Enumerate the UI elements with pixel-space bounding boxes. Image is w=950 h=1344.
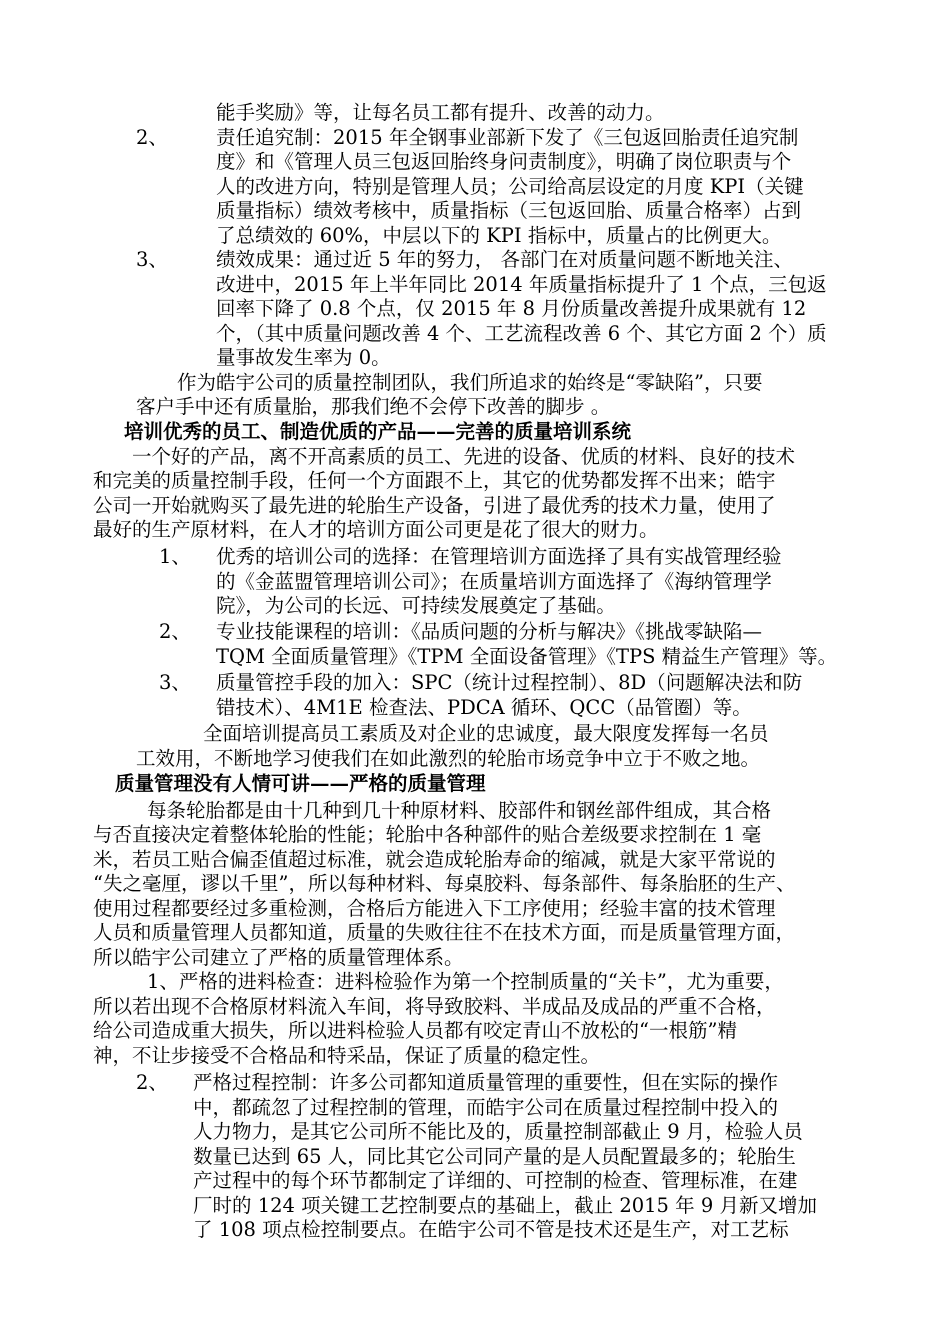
text-line: 个，（其中质量问题改善 4 个、工艺流程改善 6 个、其它方面 2 个）质 — [216, 322, 827, 345]
text-line: 了 108 项点检控制要点。在皓宇公司不管是技术还是生产，对工艺标 — [193, 1218, 789, 1241]
text-line: 1、严格的进料检查：进料检验作为第一个控制质量的“关卡”，尤为重要， — [147, 970, 784, 993]
text-line: 每条轮胎都是由十几种到几十种原材料、胶部件和钢丝部件组成，其合格 — [147, 799, 772, 822]
text-line: 客户手中还有质量胎，那我们绝不会停下改善的脚步 。 — [136, 395, 611, 418]
text-line: 数量已达到 65 人，同比其它公司同产量的是人员配置最多的；轮胎生 — [193, 1145, 796, 1168]
text-line: 产过程中的每个环节都制定了详细的、可控制的检查、管理标准，在建 — [193, 1169, 798, 1192]
text-line: 全面培训提高员工素质及对企业的忠诚度，最大限度发挥每一名员 — [203, 722, 769, 745]
text-line: 中，都疏忽了过程控制的管理，而皓宇公司在质量过程控制中投入的 — [193, 1096, 779, 1119]
text-line: 给公司造成重大损失，所以进料检验人员都有咬定青山不放松的“一根筋”精 — [93, 1019, 737, 1042]
text-line: 公司一开始就购买了最先进的轮胎生产设备，引进了最优秀的技术力量，使用了 — [93, 494, 776, 517]
list-number: 2、 — [136, 126, 168, 149]
text-line: 度》和《管理人员三包返回胎终身问责制度》，明确了岗位职责与个 — [216, 150, 792, 173]
section-heading: 质量管理没有人情可讲——严格的质量管理 — [115, 772, 486, 795]
text-line: 所以若出现不合格原材料流入车间，将导致胶料、半成品及成品的严重不合格， — [93, 995, 776, 1018]
text-line: 回率下降了 0.8 个点，仅 2015 年 8 月份质量改善提升成果就有 12 — [216, 297, 807, 320]
text-line: 院》，为公司的长远、可持续发展奠定了基础。 — [216, 594, 616, 617]
text-line: 工效用，不断地学习使我们在如此激烈的轮胎市场竞争中立于不败之地。 — [136, 747, 761, 770]
text-line: 作为皓宇公司的质量控制团队，我们所追求的始终是“零缺陷”，只要 — [177, 371, 763, 394]
text-line: 的《金蓝盟管理培训公司》；在质量培训方面选择了《海纳管理学 — [216, 570, 772, 593]
text-line: 厂时的 124 项关键工艺控制要点的基础上，截止 2015 年 9 月新又增加 — [193, 1194, 817, 1217]
text-line: 最好的生产原材料，在人才的培训方面公司更是花了很大的财力。 — [93, 518, 659, 541]
text-line: 量事故发生率为 0。 — [216, 346, 391, 369]
text-line: 一个好的产品，离不开高素质的员工、先进的设备、优质的材料、良好的技术 — [132, 445, 796, 468]
list-number: 2、 — [159, 620, 191, 643]
text-line: 所以皓宇公司建立了严格的质量管理体系。 — [93, 946, 464, 969]
text-line: 使用过程都要经过多重检测，合格后方能进入下工序使用；经验丰富的技术管理 — [93, 897, 776, 920]
text-line: 质量指标）绩效考核中，质量指标（三包返回胎、质量合格率）占到 — [216, 199, 802, 222]
list-number: 2、 — [136, 1071, 168, 1094]
text-line: 人的改进方向，特别是管理人员；公司给高层设定的月度 KPI（关键 — [216, 175, 804, 198]
text-line: 和完美的质量控制手段，任何一个方面跟不上，其它的优势都发挥不出来；皓宇 — [93, 469, 776, 492]
text-line: 严格过程控制：许多公司都知道质量管理的重要性，但在实际的操作 — [193, 1071, 779, 1094]
text-line: 神，不让步接受不合格品和特采品，保证了质量的稳定性。 — [93, 1044, 601, 1067]
text-line: 错技术）、4M1E 检查法、PDCA 循环、QCC（品管圈）等。 — [216, 696, 752, 719]
text-line: 能手奖励》等，让每名员工都有提升、改善的动力。 — [216, 101, 665, 124]
text-line: 人力物力，是其它公司所不能比及的，质量控制部截止 9 月，检验人员 — [193, 1120, 803, 1143]
text-line: 质量管控手段的加入：SPC（统计过程控制）、8D（问题解决法和防 — [216, 671, 803, 694]
text-line: 了总绩效的 60%，中层以下的 KPI 指标中，质量占的比例更大。 — [216, 224, 782, 247]
list-number: 1、 — [159, 545, 191, 568]
text-line: TQM 全面质量管理》《TPM 全面设备管理》《TPS 精益生产管理》等。 — [216, 645, 838, 668]
text-line: 与否直接决定着整体轮胎的性能；轮胎中各种部件的贴合差级要求控制在 1 毫 — [93, 823, 762, 846]
text-line: 改进中，2015 年上半年同比 2014 年质量指标提升了 1 个点，三包返 — [216, 273, 827, 296]
list-number: 3、 — [136, 248, 168, 271]
text-line: 绩效成果：通过近 5 年的努力， 各部门在对质量问题不断地关注、 — [216, 248, 794, 271]
text-line: 米，若员工贴合偏歪值超过标准，就会造成轮胎寿命的缩减，就是大家平常说的 — [93, 848, 776, 871]
text-line: 人员和质量管理人员都知道，质量的失败往往不在技术方面，而是质量管理方面， — [93, 921, 796, 944]
text-line: 责任追究制：2015 年全钢事业部新下发了《三包返回胎责任追究制 — [216, 126, 799, 149]
text-line: 优秀的培训公司的选择：在管理培训方面选择了具有实战管理经验 — [216, 545, 782, 568]
text-line: 专业技能课程的培训：《品质问题的分析与解决》《挑战零缺陷— — [216, 620, 763, 643]
section-heading: 培训优秀的员工、制造优质的产品——完善的质量培训系统 — [124, 420, 632, 443]
list-number: 3、 — [159, 671, 191, 694]
text-line: “失之毫厘，谬以千里”，所以每种材料、每桌胶料、每条部件、每条胎胚的生产、 — [93, 872, 796, 895]
